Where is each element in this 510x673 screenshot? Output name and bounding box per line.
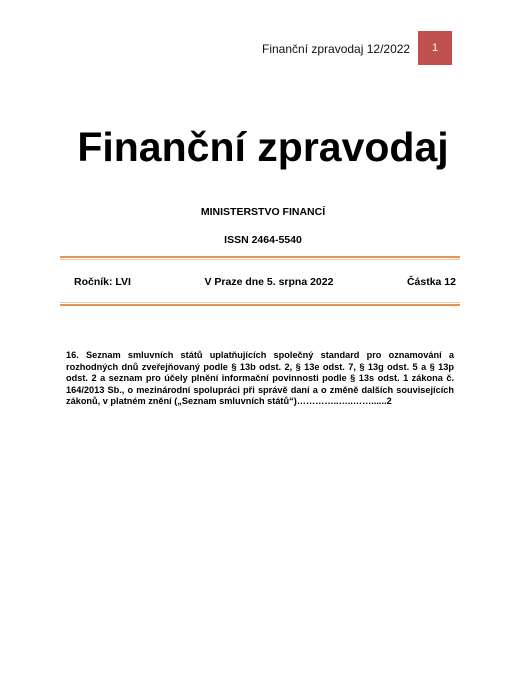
page-number-badge (418, 31, 452, 65)
divider-bottom (60, 304, 460, 306)
issue-place-date: V Praze dne 5. srpna 2022 (204, 276, 334, 288)
ministry-name: MINISTERSTVO FINANCÍ (200, 206, 326, 218)
masthead-title: Finanční zpravodaj (77, 124, 449, 170)
toc-entry[interactable]: 16. Seznam smluvních států uplatňujících společný standard pro oznamování a rozhodných dnů zveřejňovaný podle § 13b odst. 2, § 13e odst. 7, § 13g odst. 5 a § 13p odst. 2 a seznam pro účely plnění informační povinnosti podle § 13s odst. 1 zákona č. 164/2013 Sb., o mezinárodní spolupráci při správě daní a o změně dalších souvisejících zákonů, v platném znění („Seznam smluvních států“)…………..…..……......2 (66, 350, 454, 407)
page-number: 1 (431, 42, 439, 54)
divider-top (60, 256, 460, 258)
issue-meta-row (74, 276, 456, 288)
issn: ISSN 2464-5540 (224, 234, 302, 246)
running-header: Finanční zpravodaj 12/2022 (262, 42, 411, 56)
issue-volume: Ročník: LVI (74, 276, 131, 288)
issue-part: Částka 12 (406, 276, 456, 288)
